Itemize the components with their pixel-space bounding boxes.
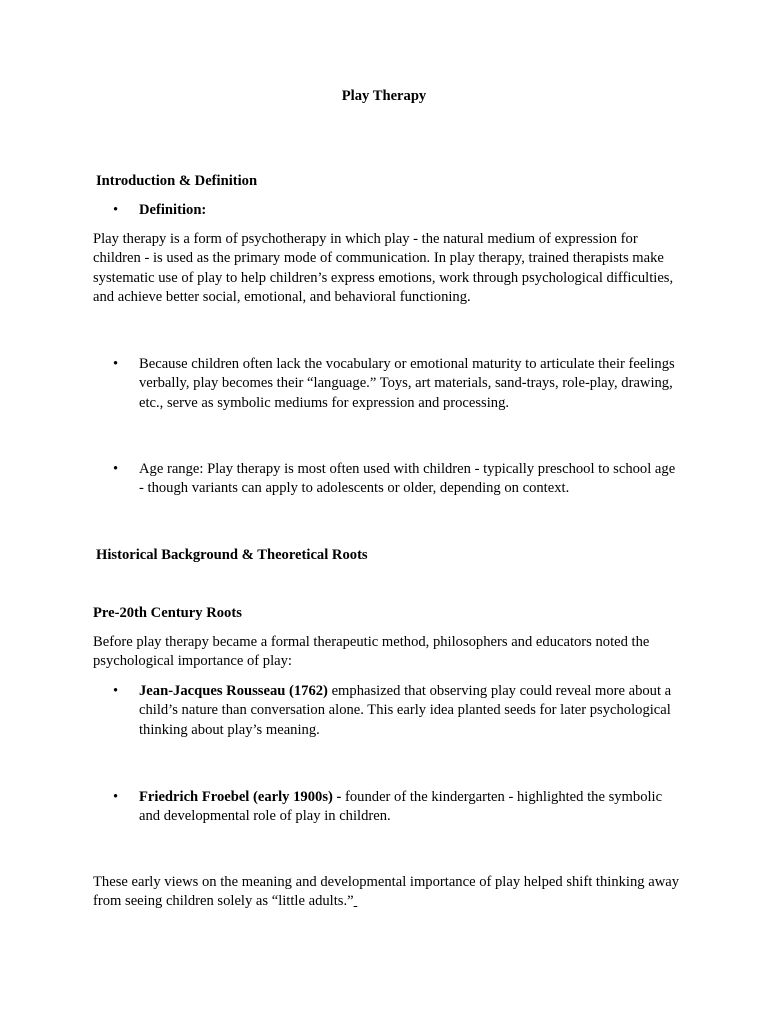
definition-label: Definition: <box>139 202 207 218</box>
item-description: emphasized that observing play could reveal more about a child’s nature than conversation alone. This early idea planted seeds for later psychological thinking about play’s meaning. <box>139 683 672 738</box>
bullet-icon: • <box>113 356 119 372</box>
list-item-text: Because children often lack the vocabulary or emotional maturity to articulate their feelings verbally, play becomes their “language.” Toys, art materials, sand-trays, role-play, drawing, etc., serve as symbolic mediums for expression and processing. <box>139 356 675 411</box>
person-name: Jean-Jacques Rousseau (1762) <box>139 683 328 699</box>
definition-paragraph: Play therapy is a form of psychotherapy in which play - the natural medium of expression for children - is used as the primary mode of communication. In play therapy, trained therapists make systematic use of play to help children’s express emotions, work through psychological difficulties, and achieve better social, emotional, and behavioral functioning. <box>93 231 674 305</box>
item-description: founder of the kindergarten - highlighted the symbolic and developmental role of play in children. <box>139 789 663 825</box>
intro-paragraph: Before play therapy became a formal therapeutic method, philosophers and educators noted the psychological importance of play: <box>93 634 650 670</box>
person-name: Friedrich Froebel (early 1900s) - <box>139 789 342 805</box>
list-item-text <box>139 788 679 827</box>
bullet-icon: • <box>113 461 119 477</box>
closing-paragraph <box>93 873 683 912</box>
page-title: Play Therapy <box>341 88 427 104</box>
closing-text: These early views on the meaning and developmental importance of play helped shift thinking away from seeing children solely as “little adults.” <box>93 874 680 910</box>
section-heading-introduction: Introduction & Definition <box>96 173 258 189</box>
bullet-icon: • <box>113 789 119 805</box>
trailing-space <box>354 893 358 909</box>
list-item-text <box>139 682 679 740</box>
section-heading-history: Historical Background & Theoretical Roots <box>96 547 368 563</box>
list-item-text: Age range: Play therapy is most often used with children - typically preschool to school age - though variants can apply to adolescents or older, depending on context. <box>139 461 676 497</box>
bullet-icon: • <box>113 683 119 699</box>
bullet-icon: • <box>113 202 119 218</box>
subheading-roots: Pre-20th Century Roots <box>93 605 242 621</box>
